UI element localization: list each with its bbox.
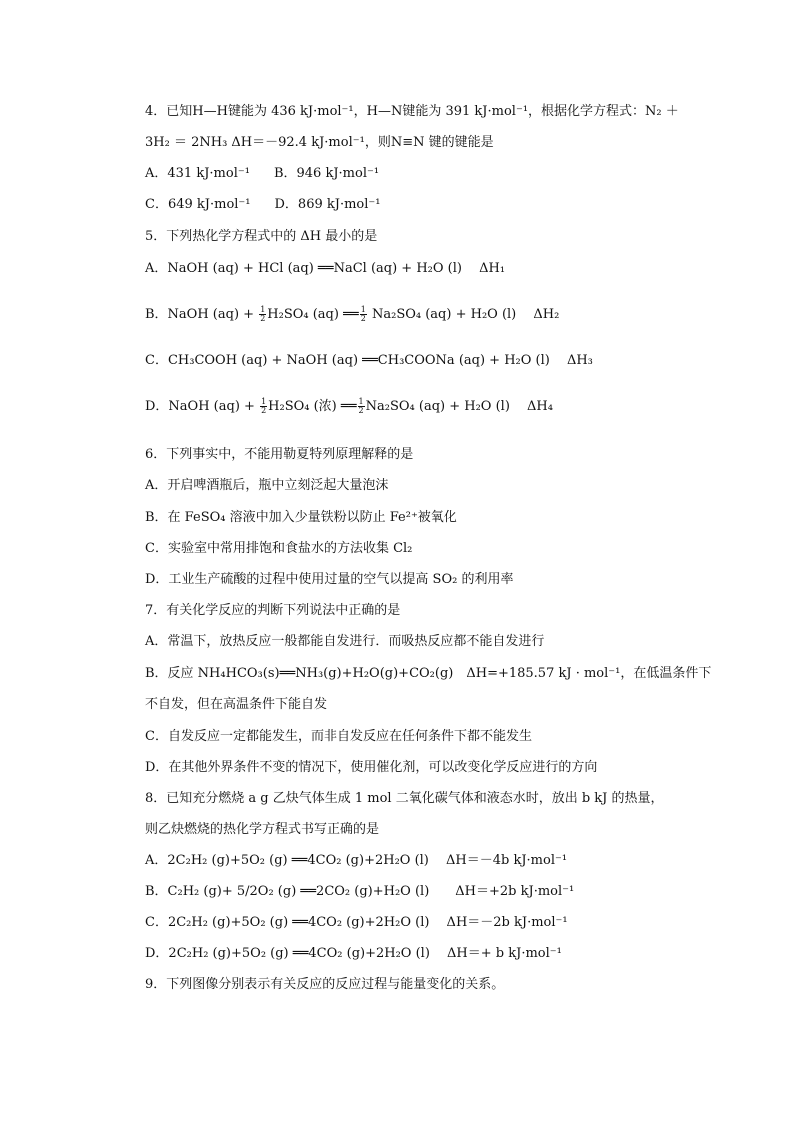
q8-option-c: C．2C₂H₂ (g)+5O₂ (g) ══4CO₂ (g)+2H₂O (l) ΔH＝－2b kJ·mol⁻¹ bbox=[145, 915, 568, 930]
q5-option-d bbox=[145, 398, 553, 416]
q4-stem-line1: 4．已知H—H键能为 436 kJ·mol⁻¹，H—N键能为 391 kJ·mol⁻¹，根据化学方程式：N₂ ＋ bbox=[145, 104, 679, 119]
q8-stem-line2: 则乙炔燃烧的热化学方程式书写正确的是 bbox=[145, 822, 380, 837]
q8-option-a: A．2C₂H₂ (g)+5O₂ (g) ══4CO₂ (g)+2H₂O (l) ΔH＝－4b kJ·mol⁻¹ bbox=[145, 853, 568, 868]
q6-option-a: A．开启啤酒瓶后，瓶中立刻泛起大量泡沫 bbox=[145, 478, 389, 493]
q4-option-b: B．946 kJ·mol⁻¹ bbox=[273, 166, 380, 181]
q5-stem: 5．下列热化学方程式中的 ΔH 最小的是 bbox=[145, 229, 378, 244]
q8-option-b: B．C₂H₂ (g)+ 5/2O₂ (g) ══2CO₂ (g)+H₂O (l) ΔH＝+2b kJ·mol⁻¹ bbox=[145, 884, 575, 899]
q5-option-d-post: Na₂SO₄ (aq) + H₂O (l) ΔH₄ bbox=[365, 399, 553, 414]
fraction-one-half: $\frac{1}{2}$ bbox=[358, 397, 364, 415]
q5-option-b bbox=[145, 306, 559, 324]
q5-option-b-post: Na₂SO₄ (aq) + H₂O (l) ΔH₂ bbox=[371, 307, 560, 322]
q8-stem-line1: 8．已知充分燃烧 a g 乙炔气体生成 1 mol 二氧化碳气体和液态水时，放出 b kJ 的热量， bbox=[145, 791, 664, 806]
q7-option-d: D．在其他外界条件不变的情况下，使用催化剂，可以改变化学反应进行的方向 bbox=[145, 760, 598, 775]
q5-option-b-pre: B．NaOH (aq) + bbox=[145, 307, 255, 322]
q5-option-a: A．NaOH (aq) + HCl (aq) ══NaCl (aq) + H₂O (l) ΔH₁ bbox=[145, 261, 506, 276]
q6-stem: 6．下列事实中，不能用勒夏特列原理解释的是 bbox=[145, 447, 414, 462]
q6-option-b: B．在 FeSO₄ 溶液中加入少量铁粉以防止 Fe²⁺被氧化 bbox=[145, 510, 457, 525]
q4-options-ab bbox=[145, 165, 379, 183]
q8-option-d: D．2C₂H₂ (g)+5O₂ (g) ══4CO₂ (g)+2H₂O (l) ΔH＝+ b kJ·mol⁻¹ bbox=[145, 946, 562, 961]
q4-options-cd bbox=[145, 196, 380, 214]
q5-option-c: C．CH₃COOH (aq) + NaOH (aq) ══CH₃COONa (aq) + H₂O (l) ΔH₃ bbox=[145, 353, 593, 368]
q7-option-b-line2: 不自发，但在高温条件下能自发 bbox=[145, 697, 328, 712]
q7-option-a: A．常温下，放热反应一般都能自发进行．而吸热反应都不能自发进行 bbox=[145, 634, 545, 649]
q9-stem: 9．下列图像分别表示有关反应的反应过程与能量变化的关系。 bbox=[145, 977, 505, 992]
q5-option-d-mid: H₂SO₄ (浓) ══ bbox=[268, 399, 357, 414]
q5-option-d-pre: D．NaOH (aq) + bbox=[145, 399, 255, 414]
q6-option-c: C．实验室中常用排饱和食盐水的方法收集 Cl₂ bbox=[145, 541, 413, 556]
q4-stem-line2: 3H₂ ＝ 2NH₃ ΔH＝－92.4 kJ·mol⁻¹，则N≡N 键的键能是 bbox=[145, 135, 494, 150]
q4-option-d: D．869 kJ·mol⁻¹ bbox=[274, 197, 381, 212]
fraction-one-half: $\frac{1}{2}$ bbox=[360, 305, 366, 323]
q4-option-c: C．649 kJ·mol⁻¹ bbox=[145, 197, 251, 212]
fraction-one-half: $\frac{1}{2}$ bbox=[261, 397, 267, 415]
q7-stem: 7．有关化学反应的判断下列说法中正确的是 bbox=[145, 603, 401, 618]
q6-option-d: D．工业生产硫酸的过程中使用过量的空气以提高 SO₂ 的利用率 bbox=[145, 572, 514, 587]
q7-option-b-line1: B．反应 NH₄HCO₃(s)══NH₃(g)+H₂O(g)+CO₂(g) ΔH=+185.57 kJ · mol⁻¹，在低温条件下 bbox=[145, 666, 712, 681]
q7-option-c: C．自发反应一定都能发生，而非自发反应在任何条件下都不能发生 bbox=[145, 729, 532, 744]
q5-option-b-mid: H₂SO₄ (aq) ══ bbox=[267, 307, 359, 322]
fraction-one-half: $\frac{1}{2}$ bbox=[260, 305, 266, 323]
q4-option-a: A．431 kJ·mol⁻¹ bbox=[145, 166, 250, 181]
